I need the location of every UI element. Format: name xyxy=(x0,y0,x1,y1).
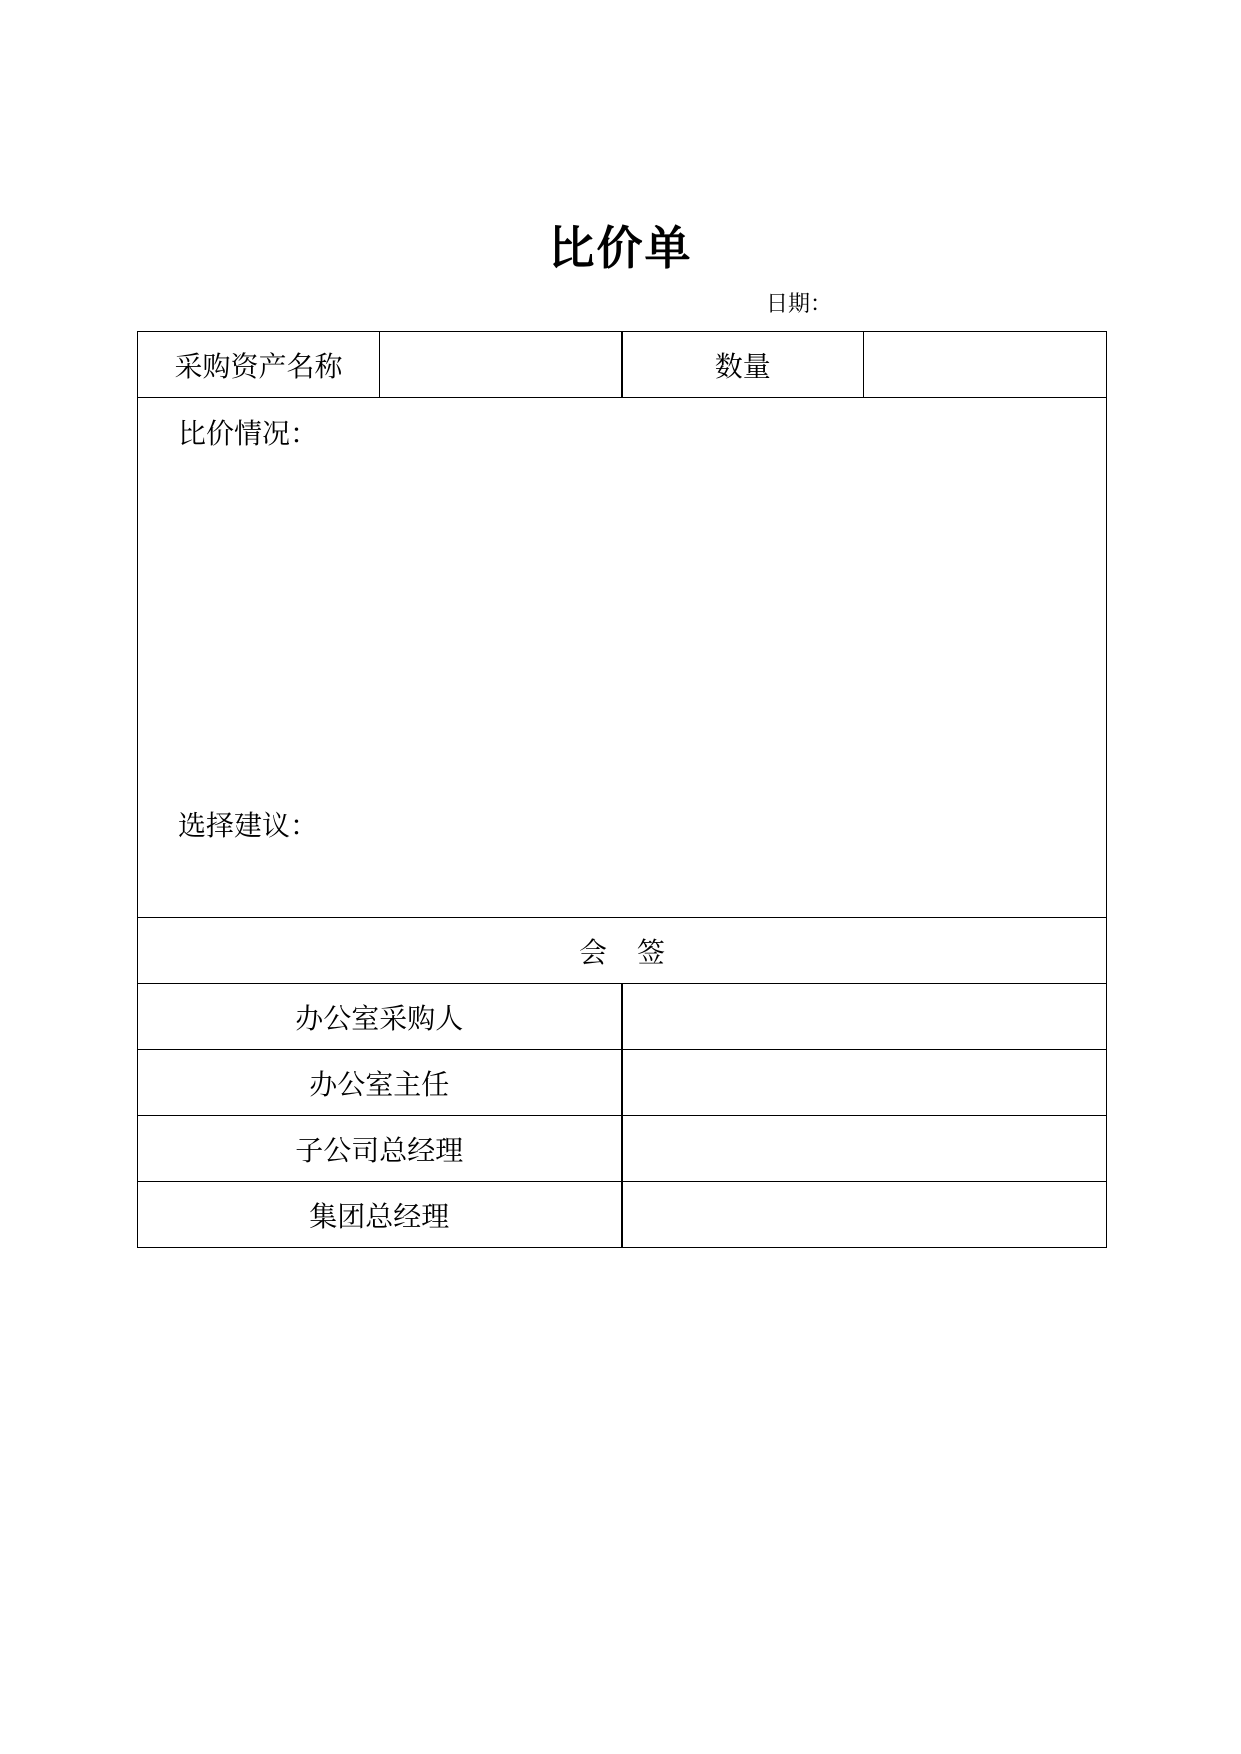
countersign-title-row xyxy=(138,918,1107,984)
countersign-role: 子公司总经理 xyxy=(138,1116,622,1182)
asset-name-label: 采购资产名称 xyxy=(138,332,380,398)
countersign-row xyxy=(138,1116,1107,1182)
countersign-role: 办公室采购人 xyxy=(138,984,622,1050)
asset-name-field[interactable] xyxy=(380,332,622,398)
countersign-signature-field[interactable] xyxy=(622,984,1107,1050)
countersign-title-part1: 会 xyxy=(578,935,607,969)
quantity-field[interactable] xyxy=(864,332,1107,398)
comparison-label: 比价情况： xyxy=(178,417,319,450)
countersign-signature-field[interactable] xyxy=(622,1116,1107,1182)
countersign-title-part2: 签 xyxy=(637,935,666,969)
countersign-row xyxy=(138,984,1107,1050)
countersign-role: 集团总经理 xyxy=(138,1182,622,1248)
page-title: 比价单 xyxy=(548,221,693,275)
countersign-role: 办公室主任 xyxy=(138,1050,622,1116)
comparison-content-cell[interactable] xyxy=(138,398,1107,918)
countersign-row xyxy=(138,1182,1107,1248)
countersign-signature-field[interactable] xyxy=(622,1182,1107,1248)
countersign-title xyxy=(138,918,1107,984)
date-label: 日期： xyxy=(766,292,833,317)
quantity-label: 数量 xyxy=(622,332,864,398)
countersign-signature-field[interactable] xyxy=(622,1050,1107,1116)
comparison-content-row xyxy=(138,398,1107,918)
countersign-row xyxy=(138,1050,1107,1116)
asset-header-row xyxy=(138,332,1107,398)
suggestion-label: 选择建议： xyxy=(178,809,319,842)
price-comparison-form xyxy=(137,331,1107,1248)
